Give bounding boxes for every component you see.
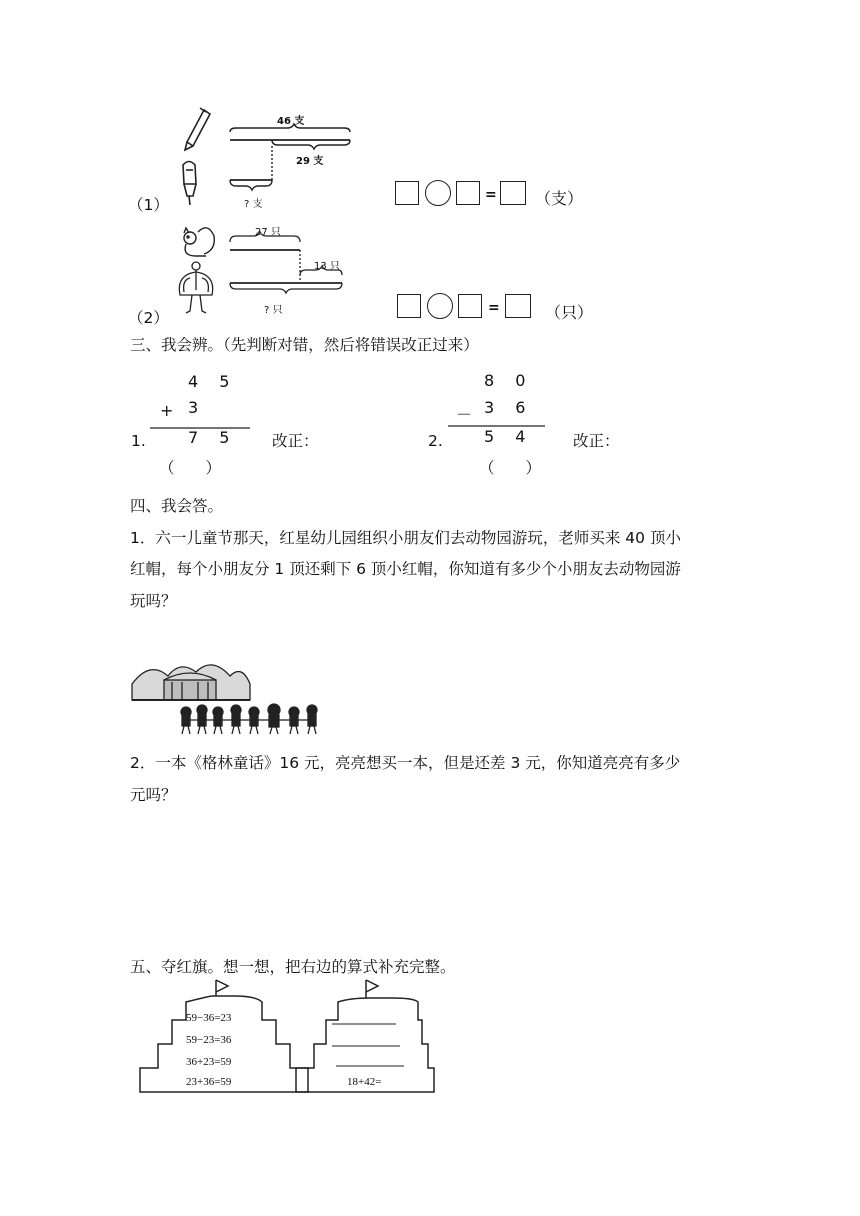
result-box-2[interactable] [505, 294, 531, 318]
p2-result: 5 4 [484, 427, 534, 446]
left-eq-3: 36+23=59 [186, 1056, 232, 1068]
q1-line3: 玩吗？ [130, 592, 177, 610]
q1-label: （1） [128, 196, 169, 214]
squirrel-icon [184, 228, 214, 256]
equals-sign: = [485, 187, 497, 203]
section5-title: 五、夺红旗。想一想，把右边的算式补充完整。 [130, 958, 456, 976]
unknown-pens-label: ? 支 [244, 199, 263, 210]
answer-box-4[interactable] [458, 294, 482, 318]
zoo-children-illustration [132, 665, 317, 734]
p1-correct-label: 改正： [272, 432, 319, 450]
operator-circle-1[interactable] [425, 180, 451, 206]
p2-number: 2. [428, 432, 443, 450]
section3-title: 三、我会辨。（先判断对错，然后将错误改正过来） [130, 336, 479, 354]
q2-label: （2） [128, 309, 169, 327]
p1-result: 7 5 [188, 428, 238, 447]
left-eq-2: 59−23=36 [186, 1034, 232, 1046]
peacock-icon [179, 262, 212, 313]
equals-sign-2: = [488, 300, 500, 316]
p2-op: － [456, 405, 481, 424]
diff-count-label: 13 只 [314, 261, 340, 272]
section4-title: 四、我会答。 [130, 497, 224, 515]
q2-line2: 元吗？ [130, 786, 177, 804]
p1-op: + [160, 401, 182, 420]
p2-correct-label: 改正： [573, 432, 620, 450]
squirrel-count-label: 27 只 [255, 227, 281, 238]
pencil-icon [185, 108, 210, 150]
answer-box-1[interactable] [395, 181, 419, 205]
p2-row1: 8 0 [484, 371, 534, 390]
right-given-eq: 18+42= [347, 1076, 382, 1088]
p1-row1: 4 5 [188, 372, 238, 391]
result-box-1[interactable] [500, 181, 526, 205]
unit-zhi-animal: （只） [545, 303, 594, 322]
q1-line2: 红帽，每个小朋友分 1 顶还剩下 6 顶小红帽，你知道有多少个小朋友去动物园游 [130, 560, 681, 578]
pen-icon [183, 162, 196, 206]
operator-circle-2[interactable] [427, 293, 453, 319]
p1-row2: 3 [188, 398, 207, 417]
unit-zhi: （支） [535, 189, 584, 208]
answer-box-2[interactable] [456, 181, 480, 205]
left-eq-1: 59−36=23 [186, 1012, 232, 1024]
total-pencils-label: 46 支 [277, 116, 305, 127]
p1-number: 1. [131, 432, 146, 450]
p1-judge-paren[interactable]: （ ） [159, 459, 222, 477]
left-eq-4: 23+36=59 [186, 1076, 232, 1088]
p2-row2: 3 6 [484, 398, 534, 417]
q2-line1: 2．一本《格林童话》16 元，亮亮想买一本，但是还差 3 元，你知道亮亮有多少 [130, 754, 681, 772]
q1-line1: 1．六一儿童节那天，红星幼儿园组织小朋友们去动物园游玩，老师买来 40 顶小 [130, 529, 681, 547]
part-pencils-label: 29 支 [296, 156, 324, 167]
unknown-peacock-label: ? 只 [264, 305, 283, 316]
p2-judge-paren[interactable]: （ ） [479, 459, 542, 477]
answer-box-3[interactable] [397, 294, 421, 318]
